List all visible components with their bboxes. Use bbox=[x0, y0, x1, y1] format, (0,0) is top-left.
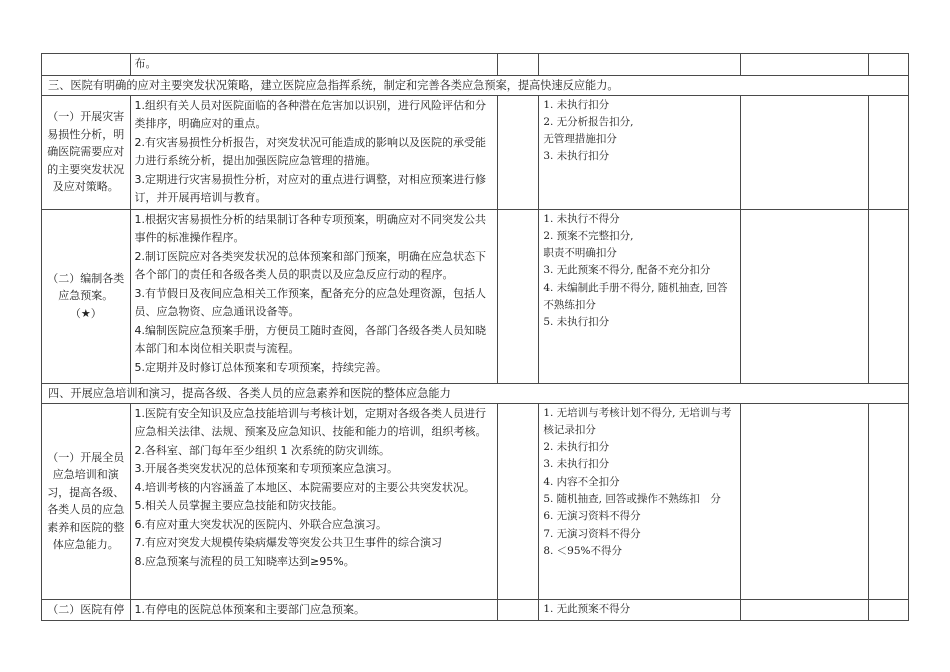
item-3-2-key-star: （★） bbox=[69, 306, 102, 320]
item-4-1-standard-1: 1.医院有安全知识及应急技能培训与考核计划，定期对各级各类人员进行应急相关法律、法规、预案及应急知识、技能和能力的培训，组织考核。 bbox=[134, 406, 487, 438]
item-4-2-category: （二）医院有停 bbox=[42, 599, 131, 621]
carry-over-standard-text: 布。 bbox=[134, 57, 157, 70]
item-3-2-standard-1: 1.根据灾害易损性分析的结果制订各种专项预案，明确应对不同突发公共事件的标准操作程序。 bbox=[134, 212, 487, 244]
item-3-1-deduction-1: 1. 未执行扣分 bbox=[543, 98, 610, 111]
carry-over-category-cell bbox=[42, 54, 131, 76]
item-3-1-empty-cell-b bbox=[741, 95, 869, 209]
item-3-2-deduction-4: 4. 未编制此手册不得分, 随机抽查, 回答不熟练扣分 bbox=[543, 281, 728, 311]
item-4-2-deduction-1: 1. 无此预案不得分 bbox=[543, 602, 631, 615]
item-3-1-standard-3: 3.定期进行灾害易损性分析，对应对的重点进行调整，对相应预案进行修订，并开展再培训与教育。 bbox=[134, 172, 487, 204]
section-4-row bbox=[42, 383, 909, 403]
item-4-1-standard-3: 3.开展各类突发状况的总体预案和专项预案应急演习。 bbox=[134, 462, 399, 475]
item-4-1-deduction-6: 6. 无演习资料不得分 bbox=[543, 510, 641, 523]
item-3-2-deduction-5: 5. 未执行扣分 bbox=[543, 316, 610, 329]
item-4-1-empty-cell-c bbox=[868, 403, 908, 599]
carry-over-empty-cell-a bbox=[498, 54, 539, 76]
carry-over-row bbox=[42, 54, 909, 76]
item-3-2-category bbox=[42, 209, 131, 383]
item-3-1-empty-cell-c bbox=[868, 95, 908, 209]
item-4-1-deduction-4: 4. 内容不全扣分 bbox=[543, 475, 620, 488]
item-4-1-deductions bbox=[539, 403, 741, 599]
item-4-2-empty-cell-b bbox=[741, 599, 869, 621]
item-3-1-deduction-2: 2. 无分析报告扣分, bbox=[543, 115, 634, 128]
item-3-2-standards bbox=[130, 209, 498, 383]
item-4-1-standard-7: 7.有应对突发大规模传染病爆发等突发公共卫生事件的综合演习 bbox=[134, 536, 443, 549]
item-4-2-standard-1: 1.有停电的医院总体预案和主要部门应急预案。 bbox=[134, 602, 366, 616]
item-3-1-deduction-3: 3. 未执行扣分 bbox=[543, 150, 610, 163]
item-3-1-empty-cell-a bbox=[498, 95, 539, 209]
item-4-2-standards bbox=[130, 599, 498, 621]
item-3-1-deduction-2b: 无管理措施扣分 bbox=[543, 133, 617, 146]
item-3-1-standard-1: 1.组织有关人员对医院面临的各种潜在危害加以识别，进行风险评估和分类排序，明确应对的重点。 bbox=[134, 98, 487, 130]
item-3-2-standard-3: 3.有节假日及夜间应急相关工作预案，配备充分的应急处理资源，包括人员、应急物资、应急通讯设备等。 bbox=[134, 286, 487, 318]
item-3-2-row bbox=[42, 209, 909, 383]
item-3-2-deduction-1: 1. 未执行不得分 bbox=[543, 212, 620, 225]
item-3-2-standard-4: 4.编制医院应急预案手册，方便员工随时查阅，各部门各级各类人员知晓本部门和本岗位相关职责与流程。 bbox=[134, 323, 487, 355]
section-4-title: 四、开展应急培训和演习，提高各级、各类人员的应急素养和医院的整体应急能力 bbox=[42, 383, 909, 403]
item-4-1-deduction-1: 1. 无培训与考核计划不得分, 无培训与考核记录扣分 bbox=[543, 406, 732, 436]
item-3-2-standard-2: 2.制订医院应对各类突发状况的总体预案和部门预案，明确在应急状态下各个部门的责任和各级各类人员的职责以及应急反应行动的程序。 bbox=[134, 249, 487, 281]
item-4-1-deduction-7: 7. 无演习资料不得分 bbox=[543, 527, 641, 540]
carry-over-standard-cell bbox=[130, 54, 498, 76]
item-4-1-deduction-2: 2. 未执行扣分 bbox=[543, 441, 610, 454]
item-4-1-standard-6: 6.有应对重大突发状况的医院内、外联合应急演习。 bbox=[134, 517, 388, 531]
item-3-2-deduction-2: 2. 预案不完整扣分, bbox=[543, 229, 634, 242]
item-4-1-deduction-3: 3. 未执行扣分 bbox=[543, 458, 610, 471]
item-3-1-category: （一）开展灾害易损性分析，明确医院需要应对的主要突发状况及应对策略。 bbox=[42, 95, 131, 209]
item-4-2-empty-cell-c bbox=[868, 599, 908, 621]
item-3-2-standard-5: 5.定期并及时修订总体预案和专项预案，持续完善。 bbox=[134, 360, 388, 374]
item-4-1-deduction-8: 8. ＜95%不得分 bbox=[543, 544, 623, 557]
item-4-1-empty-cell-a bbox=[498, 403, 539, 599]
item-3-2-empty-cell-c bbox=[868, 209, 908, 383]
section-3-title: 三、医院有明确的应对主要突发状况策略，建立医院应急指挥系统，制定和完善各类应急预案，提高快速反应能力。 bbox=[42, 75, 909, 95]
carry-over-empty-cell-c bbox=[868, 54, 908, 76]
item-3-2-empty-cell-b bbox=[741, 209, 869, 383]
item-4-1-standard-2: 2.各科室、部门每年至少组织 1 次系统的防灾训练。 bbox=[134, 443, 391, 457]
item-4-2-deductions bbox=[539, 599, 741, 621]
item-3-1-standards bbox=[130, 95, 498, 209]
item-3-2-deductions bbox=[539, 209, 741, 383]
item-4-1-standards bbox=[130, 403, 498, 599]
item-4-1-standard-4: 4.培训考核的内容涵盖了本地区、本院需要应对的主要公共突发状况。 bbox=[134, 480, 476, 494]
item-3-2-deduction-2b: 职责不明确扣分 bbox=[543, 247, 617, 260]
section-3-row bbox=[42, 75, 909, 95]
item-4-2-empty-cell-a bbox=[498, 599, 539, 621]
item-4-2-row bbox=[42, 599, 909, 621]
item-4-1-standard-5: 5.相关人员掌握主要应急技能和防灾技能。 bbox=[134, 499, 344, 512]
item-3-1-row bbox=[42, 95, 909, 209]
item-4-1-category: （一）开展全员应急培训和演习，提高各级、各类人员的应急素养和医院的整体应急能力。 bbox=[42, 403, 131, 599]
evaluation-table bbox=[41, 53, 909, 621]
item-4-1-deduction-5: 5. 随机抽查, 回答或操作不熟练扣 分 bbox=[543, 492, 721, 505]
item-3-2-deduction-3: 3. 无此预案不得分, 配备不充分扣分 bbox=[543, 264, 711, 277]
carry-over-empty-cell-b bbox=[741, 54, 869, 76]
item-3-2-category-text: （二）编制各类应急预案。 bbox=[47, 271, 125, 303]
item-3-2-empty-cell-a bbox=[498, 209, 539, 383]
item-4-1-standard-8: 8.应急预案与流程的员工知晓率达到≥95%。 bbox=[134, 554, 355, 568]
item-4-1-row bbox=[42, 403, 909, 599]
item-3-1-deductions bbox=[539, 95, 741, 209]
item-4-1-empty-cell-b bbox=[741, 403, 869, 599]
item-3-1-standard-2: 2.有灾害易损性分析报告，对突发状况可能造成的影响以及医院的承受能力进行系统分析，提出加强医院应急管理的措施。 bbox=[134, 135, 487, 167]
carry-over-deduction-cell bbox=[539, 54, 741, 76]
